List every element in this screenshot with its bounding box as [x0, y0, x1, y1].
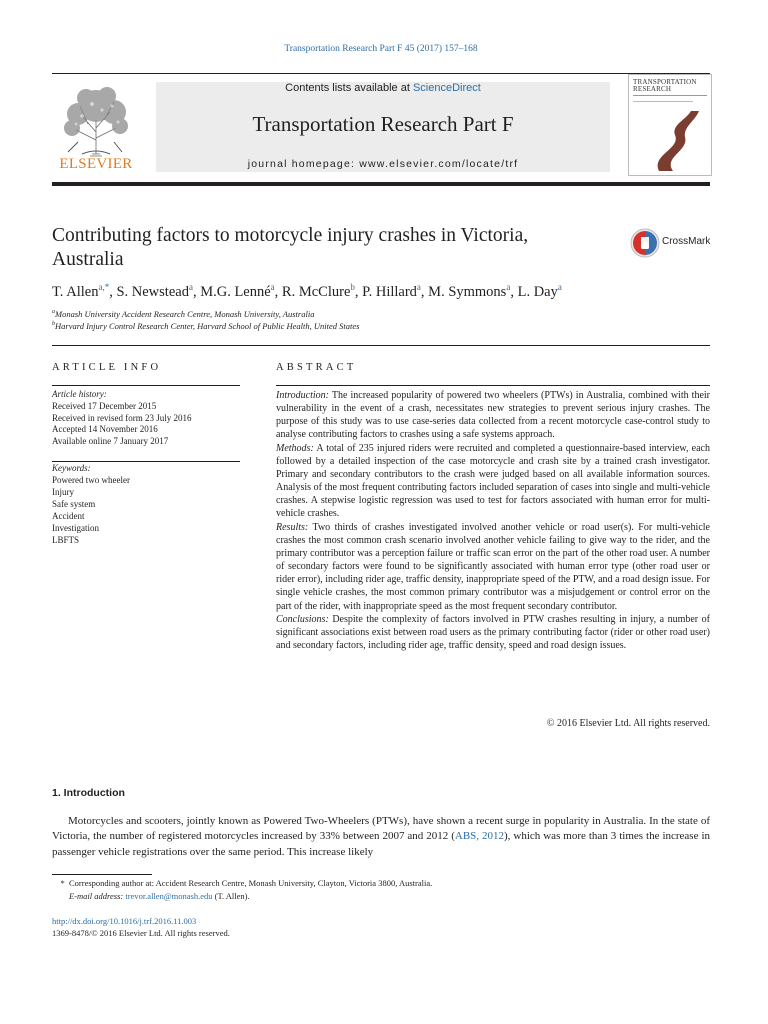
abstract-intro-label: Introduction:: [276, 390, 329, 401]
introduction-paragraph: [52, 814, 710, 860]
intro-text-1: Motorcycles and scooters, jointly known as Powered Two-Wheelers (PTWs), have shown a recent surge in popularity in Australia. In the state of Victoria, the number of registered motorcycles increased by 33% between 2007 and 2012 (: [52, 815, 710, 843]
issn-line: 1369-8478/© 2016 Elsevier Ltd. All rights reserved.: [52, 928, 230, 938]
affiliation-b: [52, 321, 359, 331]
introduction-heading: 1. Introduction: [52, 787, 125, 799]
footnote-email: [52, 891, 250, 901]
doi-link[interactable]: http://dx.doi.org/10.1016/j.trf.2016.11.003: [52, 916, 197, 926]
author-hillard-sup[interactable]: a: [416, 282, 421, 292]
author-symmons[interactable]: M. Symmons: [428, 283, 507, 300]
author-mcclure[interactable]: R. McClure: [281, 283, 351, 300]
keyword-item: LBFTS: [52, 535, 80, 545]
abstract-results-label: Results:: [276, 521, 309, 533]
abstract-rule: [276, 385, 710, 386]
abstract-introduction: [276, 389, 710, 442]
author-day-sup[interactable]: a: [557, 282, 562, 292]
intro-text-2: ), which was more than 3 times the increase in passenger vehicle registrations over the same period. This increase likely: [52, 830, 710, 858]
affiliation-b-text: Harvard Injury Control Research Center, Harvard School of Public Health, United States: [55, 321, 360, 331]
abstract-heading: ABSTRACT: [276, 362, 357, 373]
journal-homepage-link[interactable]: journal homepage: www.elsevier.com/locate/trf: [247, 158, 519, 170]
contents-availability: [156, 82, 610, 94]
author-symmons-sup[interactable]: a: [506, 282, 511, 292]
header-rule-thick: [52, 182, 710, 186]
affiliation-b-sup: b: [52, 321, 55, 328]
abstract-body: [276, 389, 710, 652]
author-day[interactable]: L. Day: [517, 283, 558, 300]
author-lenne[interactable]: M.G. Lenné: [200, 283, 271, 300]
article-info-rule: [52, 385, 240, 386]
history-revised: Received in revised form 23 July 2016: [52, 413, 192, 423]
author-newstead[interactable]: S. Newstead: [116, 283, 189, 300]
abstract-intro-text: The increased popularity of powered two wheelers (PTWs) in Australia, combined with their vulnerability in the event of a crash, necessitates new strategies to prevent serious injury crashes. The purpose of this study was to use case-series data collected from a recent motorcycle case-control study to analyse contributing factors to crashes using a safe systems approach.: [276, 390, 710, 441]
keyword-item: Accident: [52, 511, 85, 521]
abstract-results-text: Two thirds of crashes investigated involved another vehicle or road user(s). For multi-vehicle crashes the most common crash scenario involved another vehicle failing to give way to the rider, and the primary contributor was a perception failure or traffic scan error on the part of the other road user. A number of secondary factors were found to be significantly associated with human error type (other road user or rider error), including rider age, traffic density, inappropriate speed of the PTW, and a road design issue. For single vehicle crashes, the most common primary contributor was a misjudgement or control error on the part of the rider, with inappropriate speed as the most frequent secondary contributor.: [276, 521, 710, 612]
abstract-copyright: © 2016 Elsevier Ltd. All rights reserved.: [546, 718, 710, 729]
paper-title-line-1: Contributing factors to motorcycle injury crashes in Victoria,: [52, 225, 529, 246]
history-label: Article history:: [52, 389, 107, 399]
abstract-conclusions: [276, 613, 710, 652]
abstract-methods: [276, 442, 710, 521]
sciencedirect-link[interactable]: ScienceDirect: [412, 82, 481, 94]
author-hillard[interactable]: P. Hillard: [362, 283, 417, 300]
footnote-corresponding-text: Corresponding author at: Accident Research Centre, Monash University, Clayton, Victoria 3800, Australia.: [69, 878, 433, 888]
contents-prefix: Contents lists available at: [285, 82, 413, 94]
history-received: Received 17 December 2015: [52, 401, 157, 411]
affiliation-a-text: Monash University Accident Research Centre, Monash University, Australia: [55, 309, 315, 319]
crossmark-button[interactable]: [630, 228, 712, 258]
journal-title: Transportation Research Part F: [252, 112, 514, 136]
footnote-marker: *: [60, 878, 65, 888]
header-rule: [52, 73, 710, 74]
keyword-item: Injury: [52, 487, 74, 497]
crossmark-label: CrossMark: [662, 236, 711, 247]
history-online: Available online 7 January 2017: [52, 436, 169, 446]
abstract-conclusions-label: Conclusions:: [276, 613, 329, 625]
author-lenne-sup[interactable]: a: [270, 282, 275, 292]
abstract-methods-label: Methods:: [276, 442, 314, 454]
paper-title-line-2: Australia: [52, 249, 124, 270]
author-newstead-sup[interactable]: a: [188, 282, 193, 292]
keyword-item: Investigation: [52, 523, 99, 533]
abstract-conclusions-text: Despite the complexity of factors involved in PTW crashes resulting in injury, a number of significant associations exist between road users as the primary contributing factor (rider or other road user) and secondary factors, including rider age, traffic density, speed and road design issues.: [276, 613, 710, 651]
article-info-heading: ARTICLE INFO: [52, 362, 162, 373]
email-link[interactable]: trevor.allen@monash.edu: [125, 891, 213, 901]
abstract-methods-text: A total of 235 injured riders were recruited and completed a questionnaire-based interview, each followed by a detailed inspection of the case motorcycle and crash site by a trained crash investigator. Primary and secondary contributors to the crash were judged based on all available information sources. Analysis of the most frequent contributing factors included separation of cases into single and multi-vehicle crashes. A stepwise logistic regression was used to test for factors associated with human error for multi-vehicle crashes.: [276, 442, 710, 520]
keywords-rule: [52, 461, 240, 462]
title-rule: [52, 345, 710, 346]
keywords-label: Keywords:: [52, 463, 91, 473]
affiliation-a-sup: a: [52, 309, 55, 316]
history-accepted: Accepted 14 November 2016: [52, 424, 158, 434]
abstract-results: [276, 521, 710, 613]
footnote-corresponding: [52, 878, 432, 888]
email-suffix: (T. Allen).: [214, 891, 250, 901]
author-mcclure-sup[interactable]: b: [350, 282, 355, 292]
journal-reference-link[interactable]: Transportation Research Part F 45 (2017) 157–168: [284, 44, 478, 54]
author-list: T. Allen$^{a,*}$, S. Newstead$^a$, M.G. Lenné$^a$, R. McClure$^b$, P. Hillard$^a$, M. Symmons$^a$, L. Day$^a$: [52, 282, 562, 300]
crossmark-icon: [630, 228, 660, 258]
journal-cover-image: [628, 74, 712, 176]
elsevier-logo: [52, 80, 140, 176]
citation-abs-2012-link[interactable]: ABS, 2012: [454, 830, 505, 843]
author-allen-sup[interactable]: a,*: [98, 282, 110, 292]
keyword-item: Safe system: [52, 499, 96, 509]
author-allen[interactable]: T. Allen: [52, 283, 99, 300]
affiliation-a: [52, 309, 314, 319]
cover-title: TRANSPORTATION RESEARCH: [633, 78, 697, 93]
keyword-item: Powered two wheeler: [52, 475, 130, 485]
elsevier-wordmark: ELSEVIER: [59, 156, 133, 172]
paper-title: [52, 224, 612, 272]
footnote-rule: [52, 874, 152, 875]
email-label: E-mail address:: [69, 891, 124, 901]
